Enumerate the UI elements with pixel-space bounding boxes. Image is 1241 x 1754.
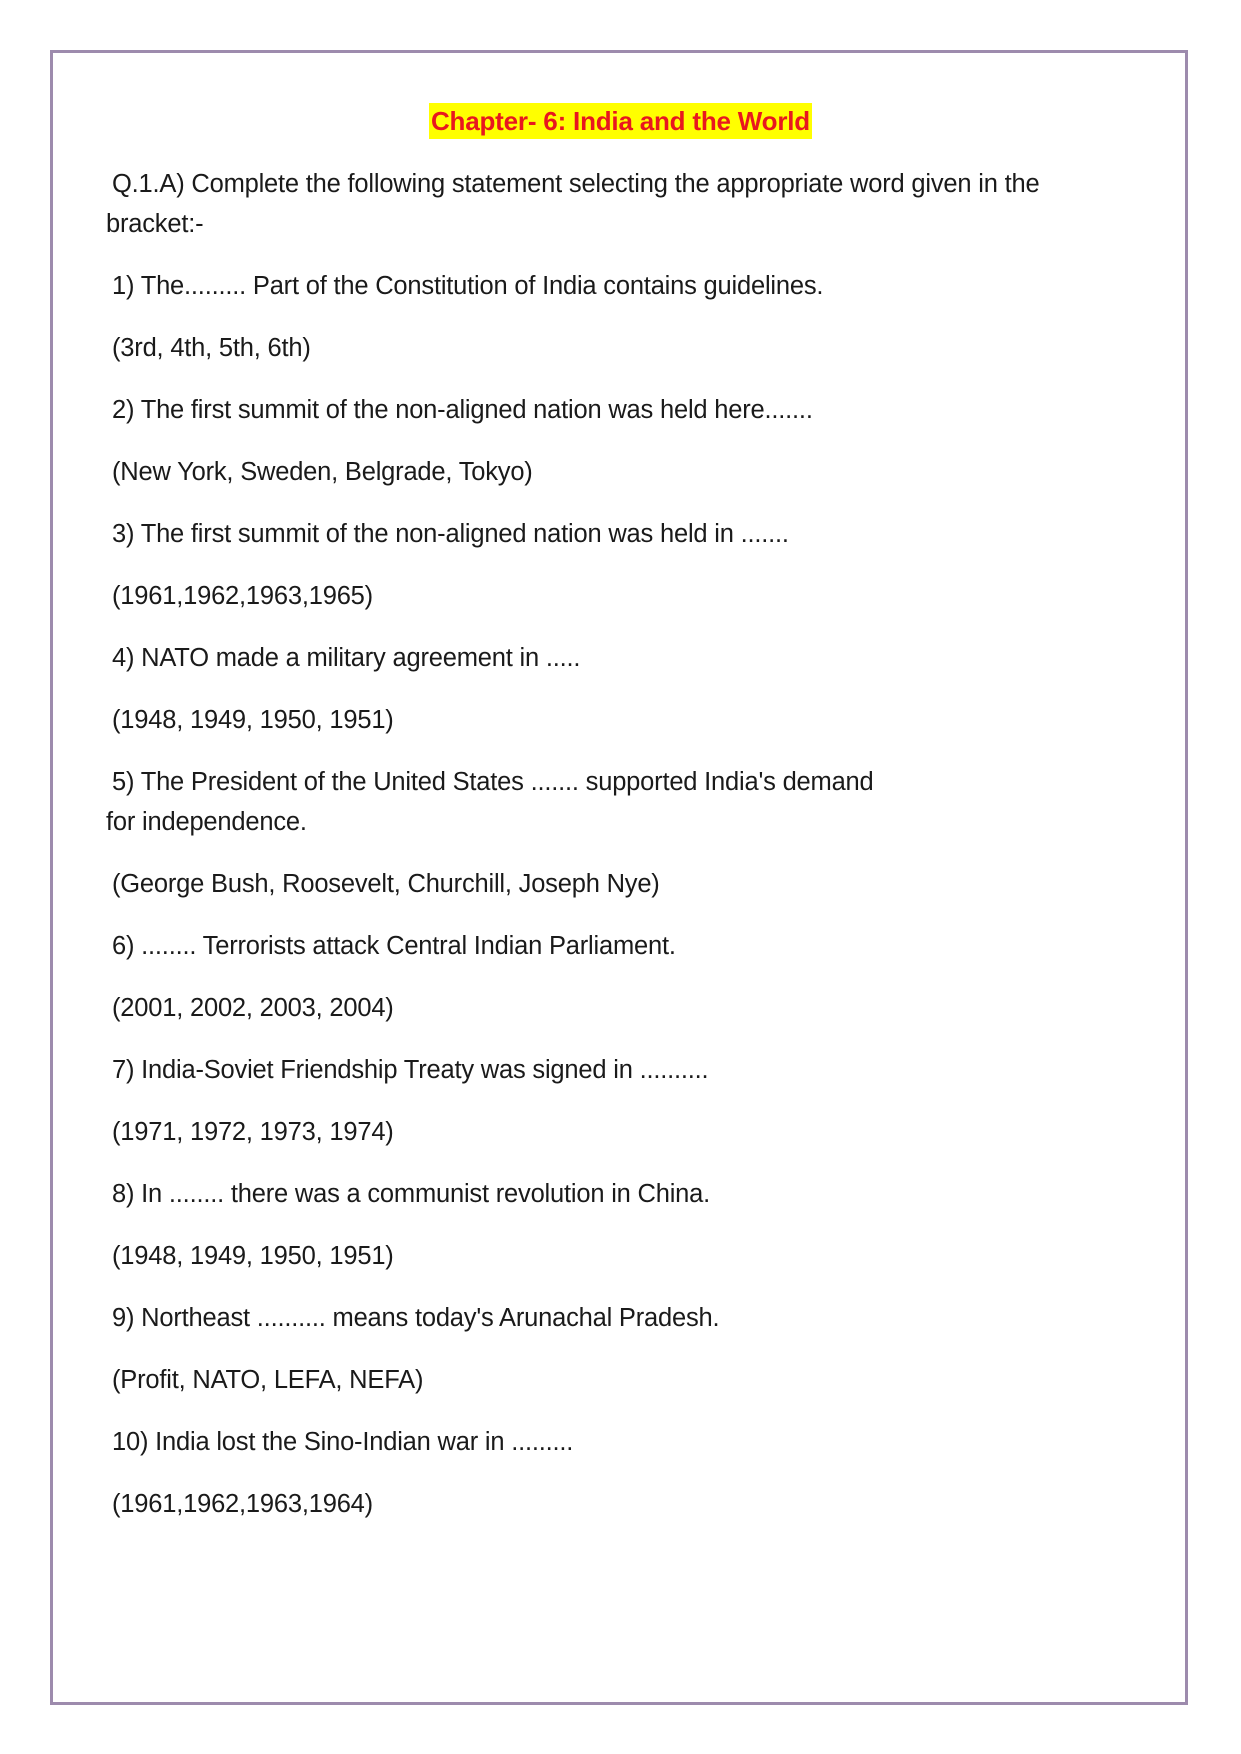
question-instruction: Q.1.A) Complete the following statement selecting the appropriate word given in the bracket:- xyxy=(106,170,1040,238)
question-9-text: 9) Northeast .......... means today's Arunachal Pradesh. xyxy=(112,1304,720,1332)
question-9-options: (Profit, NATO, LEFA, NEFA) xyxy=(112,1366,424,1394)
chapter-title: Chapter- 6: India and the World xyxy=(429,103,812,139)
question-7-options: (1971, 1972, 1973, 1974) xyxy=(112,1118,394,1146)
question-2-text: 2) The first summit of the non-aligned nation was held here....... xyxy=(112,396,813,424)
question-2-options: (New York, Sweden, Belgrade, Tokyo) xyxy=(112,458,533,486)
question-3-options: (1961,1962,1963,1965) xyxy=(112,582,373,610)
question-4-options: (1948, 1949, 1950, 1951) xyxy=(112,706,394,734)
question-6-text: 6) ........ Terrorists attack Central Indian Parliament. xyxy=(112,932,676,960)
question-8-options: (1948, 1949, 1950, 1951) xyxy=(112,1242,394,1270)
question-1-options: (3rd, 4th, 5th, 6th) xyxy=(112,334,311,362)
question-8-text: 8) In ........ there was a communist revolution in China. xyxy=(112,1180,711,1208)
question-1-text: 1) The......... Part of the Constitution of India contains guidelines. xyxy=(112,272,824,300)
question-5-text: 5) The President of the United States ....... supported India's demand for independence. xyxy=(106,768,874,836)
question-4-text: 4) NATO made a military agreement in ..... xyxy=(112,644,581,672)
question-6-options: (2001, 2002, 2003, 2004) xyxy=(112,994,394,1022)
worksheet-content xyxy=(106,164,1141,1546)
question-3-text: 3) The first summit of the non-aligned nation was held in ....... xyxy=(112,520,789,548)
question-7-text: 7) India-Soviet Friendship Treaty was signed in .......... xyxy=(112,1056,709,1084)
question-10-options: (1961,1962,1963,1964) xyxy=(112,1490,373,1518)
question-10-text: 10) India lost the Sino-Indian war in ......... xyxy=(112,1428,574,1456)
question-5-options: (George Bush, Roosevelt, Churchill, Joseph Nye) xyxy=(112,870,660,898)
title-container xyxy=(0,103,1241,139)
